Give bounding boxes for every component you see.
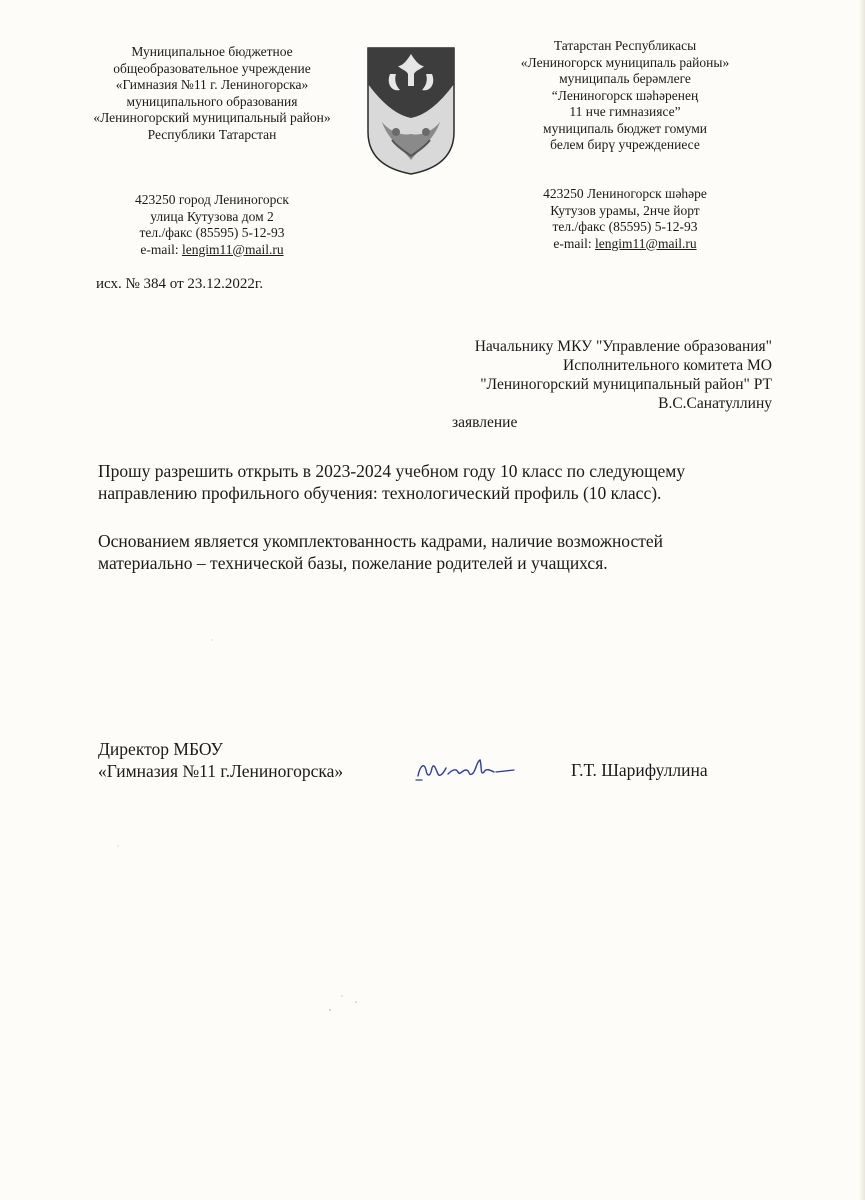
body-line: направлению профильного обучения: технологический профиль (10 класс). bbox=[98, 483, 662, 503]
header-right-line: муниципаль берәмлеге bbox=[559, 71, 691, 86]
addressee-line: Начальнику МКУ "Управление образования" bbox=[474, 338, 772, 355]
header-left-line: Республики Татарстан bbox=[147, 126, 277, 142]
email-link[interactable]: lengim11@mail.ru bbox=[182, 241, 284, 257]
header-right-line: муниципаль бюджет гомуми bbox=[543, 120, 707, 136]
header-left-line: «Лениногорский муниципальный район» bbox=[93, 110, 331, 125]
phone-fax: тел./факс (85595) 5-12-93 bbox=[139, 225, 285, 240]
email-label: e-mail: bbox=[553, 235, 596, 251]
email-link[interactable]: lengim11@mail.ru bbox=[595, 235, 697, 251]
body-line: Прошу разрешить открыть в 2023-2024 учебном году 10 класс по следующему bbox=[98, 461, 686, 481]
header-left-line: «Гимназия №11 г. Лениногорска» bbox=[115, 77, 309, 92]
outgoing-number: исх. № 384 от 23.12.2022г. bbox=[96, 276, 264, 292]
email-label: e-mail: bbox=[140, 241, 183, 257]
header-right-line: белем бирү учреждениесе bbox=[550, 137, 700, 152]
address-line: 423250 Лениногорск шәһәре bbox=[543, 186, 707, 201]
organization-name: «Гимназия №11 г.Лениногорска» bbox=[98, 761, 344, 781]
director-title: Директор МБОУ bbox=[98, 739, 223, 759]
header-right-line: «Лениногорск муниципаль районы» bbox=[520, 54, 730, 70]
body-line: Основанием является укомплектованность кадрами, наличие возможностей bbox=[98, 531, 664, 551]
header-right-line: Татарстан Республикасы bbox=[553, 38, 697, 53]
header-left-line: Муниципальное бюджетное bbox=[131, 44, 293, 59]
body-line: материально – технической базы, пожелание родителей и учащихся. bbox=[98, 553, 608, 573]
document-type: заявление bbox=[452, 414, 518, 431]
addressee-line: "Лениногорский муниципальный район" РТ bbox=[480, 376, 772, 393]
signer-name: Г.Т. Шарифуллина bbox=[571, 760, 708, 780]
address-line: 423250 город Лениногорск bbox=[135, 192, 289, 207]
phone-fax: тел./факс (85595) 5-12-93 bbox=[552, 219, 698, 234]
addressee-line: В.С.Санатуллину bbox=[658, 395, 772, 412]
header-right-line: 11 нче гимназиясе” bbox=[569, 104, 681, 119]
header-left-line: общеобразовательное учреждение bbox=[113, 60, 311, 76]
address-line: Кутузов урамы, 2нче йорт bbox=[550, 202, 700, 218]
header-left-line: муниципального образования bbox=[126, 93, 298, 109]
address-line: улица Кутузова дом 2 bbox=[150, 208, 274, 224]
addressee-line: Исполнительного комитета МО bbox=[563, 357, 772, 374]
header-right-line: “Лениногорск шәһәренең bbox=[551, 87, 699, 103]
